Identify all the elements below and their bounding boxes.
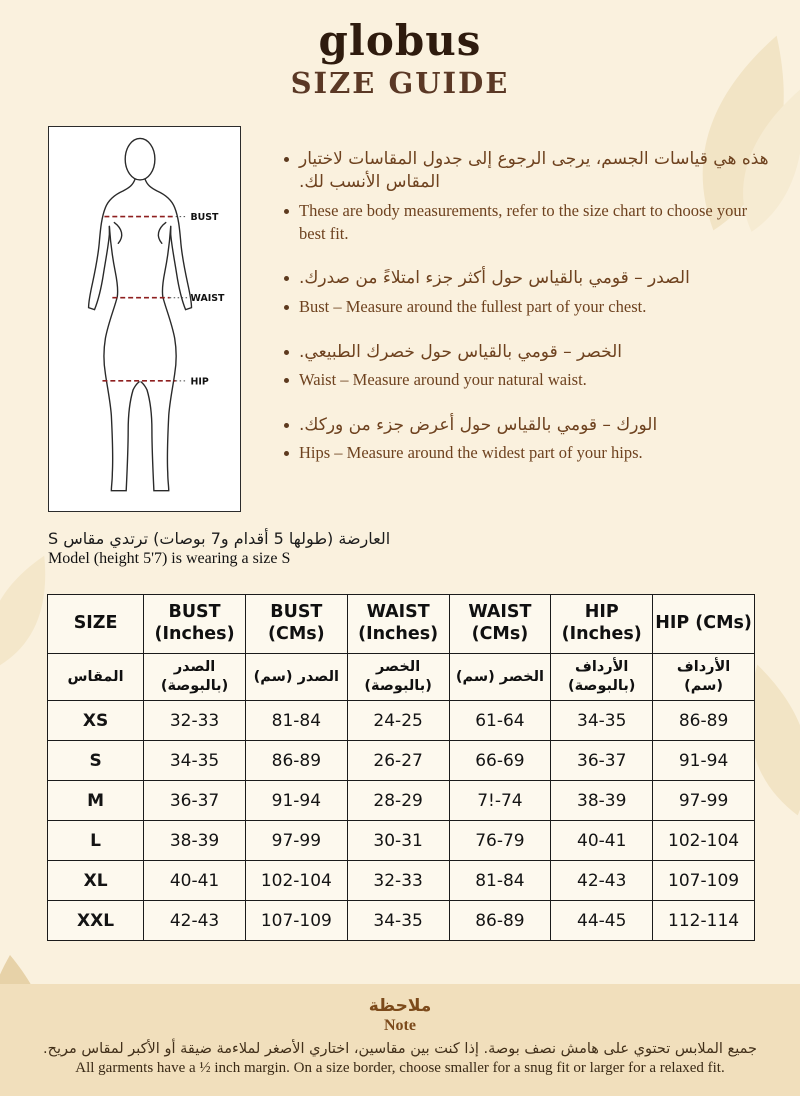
table-cell: 91-94 xyxy=(245,781,347,821)
column-header-size: SIZE xyxy=(48,595,144,654)
instruction-text-ar: هذه هي قياسات الجسم، يرجى الرجوع إلى جدول المقاسات لاختيار المقاس الأنسب لك. xyxy=(299,149,769,193)
table-cell: 97-99 xyxy=(245,821,347,861)
table-cell: 38-39 xyxy=(144,821,246,861)
column-header-waist-cm: WAIST (CMs) xyxy=(449,595,551,654)
table-cell: L xyxy=(48,821,144,861)
table-cell: 61-64 xyxy=(449,701,551,741)
instruction-item xyxy=(284,341,770,364)
model-note-ar: العارضة (طولها 5 أقدام و7 بوصات) ترتدي مقاس S xyxy=(48,529,391,548)
table-cell: 40-41 xyxy=(144,861,246,901)
model-note-en: Model (height 5'7) is wearing a size S xyxy=(48,550,291,567)
table-header-row-ar xyxy=(48,654,755,701)
column-header-bust-in-ar: الصدر (بالبوصة) xyxy=(144,654,246,701)
header xyxy=(0,18,800,100)
column-header-hip-cm-ar: الأرداف (سم) xyxy=(653,654,755,701)
waist-label: WAIST xyxy=(190,293,225,305)
table-cell: 76-79 xyxy=(449,821,551,861)
table-cell: M xyxy=(48,781,144,821)
table-row-xl xyxy=(48,861,755,901)
table-row-m xyxy=(48,781,755,821)
note-title-en: Note xyxy=(384,1017,416,1034)
column-header-hip-in-ar: الأرداف (بالبوصة) xyxy=(551,654,653,701)
instructions-list xyxy=(284,148,770,487)
table-cell: 86-89 xyxy=(653,701,755,741)
table-cell: 91-94 xyxy=(653,741,755,781)
column-header-bust-in: BUST (Inches) xyxy=(144,595,246,654)
bullet-dot-icon xyxy=(284,305,289,310)
brand-logo: globus xyxy=(318,16,482,65)
instruction-item xyxy=(284,296,770,319)
table-row-xs xyxy=(48,701,755,741)
instruction-text-en: Hips – Measure around the widest part of your hips. xyxy=(299,443,643,463)
instruction-group-hip xyxy=(284,414,770,465)
bullet-dot-icon xyxy=(284,423,289,428)
table-cell: 86-89 xyxy=(449,901,551,941)
instruction-text-en: Waist – Measure around your natural waist. xyxy=(299,370,587,390)
table-cell: 38-39 xyxy=(551,781,653,821)
bullet-dot-icon xyxy=(284,350,289,355)
note-body-ar: جميع الملابس تحتوي على هامش نصف بوصة. إذا كنت بين مقاسين، اختاري الأصغر لملاءمة ضيقة أو الأكبر لمقاس مريح. xyxy=(43,1041,757,1057)
body-figure-illustration xyxy=(49,127,240,511)
table-cell: 36-37 xyxy=(144,781,246,821)
column-header-bust-cm-ar: الصدر (سم) xyxy=(245,654,347,701)
instruction-item xyxy=(284,200,770,246)
table-cell: 107-109 xyxy=(245,901,347,941)
instruction-item xyxy=(284,148,770,195)
column-header-waist-in-ar: الخصر (بالبوصة) xyxy=(347,654,449,701)
instruction-item xyxy=(284,442,770,465)
table-cell: 26-27 xyxy=(347,741,449,781)
bullet-dot-icon xyxy=(284,276,289,281)
table-cell: 107-109 xyxy=(653,861,755,901)
table-header-row-en xyxy=(48,595,755,654)
instruction-text-ar: الورك – قومي بالقياس حول أعرض جزء من وركك. xyxy=(299,414,658,435)
table-cell: 34-35 xyxy=(347,901,449,941)
instruction-text-en: These are body measurements, refer to the size chart to choose your best fit. xyxy=(299,200,748,243)
table-cell: 28-29 xyxy=(347,781,449,821)
size-chart xyxy=(47,594,755,941)
instruction-group-bust xyxy=(284,267,770,318)
body-measurement-figure xyxy=(48,126,241,512)
column-header-waist-in: WAIST (Inches) xyxy=(347,595,449,654)
column-header-size-ar: المقاس xyxy=(48,654,144,701)
instruction-item xyxy=(284,267,770,290)
table-row-xxl xyxy=(48,901,755,941)
column-header-waist-cm-ar: الخصر (سم) xyxy=(449,654,551,701)
table-cell: 7!-74 xyxy=(449,781,551,821)
table-cell: 102-104 xyxy=(653,821,755,861)
instruction-group-general xyxy=(284,148,770,245)
instruction-group-waist xyxy=(284,341,770,392)
bullet-dot-icon xyxy=(284,209,289,214)
table-cell: 30-31 xyxy=(347,821,449,861)
table-cell: 34-35 xyxy=(144,741,246,781)
column-header-bust-cm: BUST (CMs) xyxy=(245,595,347,654)
table-cell: 36-37 xyxy=(551,741,653,781)
table-cell: 44-45 xyxy=(551,901,653,941)
table-cell: 24-25 xyxy=(347,701,449,741)
instruction-item xyxy=(284,369,770,392)
size-chart-table xyxy=(47,594,755,941)
instruction-item xyxy=(284,414,770,437)
table-cell: 42-43 xyxy=(551,861,653,901)
page-title: SIZE GUIDE xyxy=(290,66,510,101)
bullet-dot-icon xyxy=(284,157,289,162)
table-row-s xyxy=(48,741,755,781)
table-row-l xyxy=(48,821,755,861)
table-cell: 32-33 xyxy=(347,861,449,901)
note-section xyxy=(0,984,800,1096)
table-cell: 40-41 xyxy=(551,821,653,861)
column-header-hip-cm: HIP (CMs) xyxy=(653,595,755,654)
note-body-en: All garments have a ½ inch margin. On a size border, choose smaller for a snug fit or larger for a relaxed fit. xyxy=(75,1060,725,1076)
table-cell: 86-89 xyxy=(245,741,347,781)
instruction-text-ar: الصدر – قومي بالقياس حول أكثر جزء امتلاءً من صدرك. xyxy=(299,268,690,289)
model-note xyxy=(48,529,508,568)
table-cell: XS xyxy=(48,701,144,741)
table-cell: 102-104 xyxy=(245,861,347,901)
note-title-ar: ملاحظة xyxy=(368,996,432,1016)
table-cell: 112-114 xyxy=(653,901,755,941)
table-cell: 34-35 xyxy=(551,701,653,741)
table-cell: 66-69 xyxy=(449,741,551,781)
bust-label: BUST xyxy=(190,212,219,224)
table-cell: XXL xyxy=(48,901,144,941)
table-cell: 81-84 xyxy=(449,861,551,901)
bullet-dot-icon xyxy=(284,378,289,383)
table-cell: 81-84 xyxy=(245,701,347,741)
table-cell: S xyxy=(48,741,144,781)
hip-label: HIP xyxy=(190,376,209,388)
table-cell: 97-99 xyxy=(653,781,755,821)
bullet-dot-icon xyxy=(284,451,289,456)
instruction-text-en: Bust – Measure around the fullest part of your chest. xyxy=(299,296,647,316)
table-cell: XL xyxy=(48,861,144,901)
table-cell: 42-43 xyxy=(144,901,246,941)
instruction-text-ar: الخصر – قومي بالقياس حول خصرك الطبيعي. xyxy=(299,341,623,362)
column-header-hip-in: HIP (Inches) xyxy=(551,595,653,654)
table-cell: 32-33 xyxy=(144,701,246,741)
